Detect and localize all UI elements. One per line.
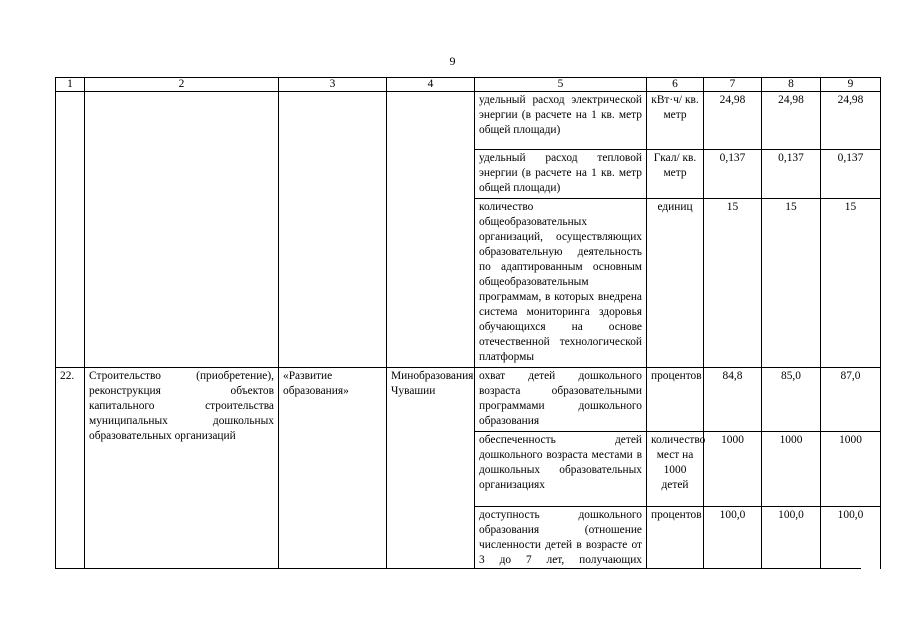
value-cell: 24,98: [821, 92, 881, 150]
table-row: [56, 368, 881, 432]
value-cell: 100,0: [762, 507, 821, 597]
indicators-table: [55, 77, 881, 597]
indicator-cell: доступность дошкольного образования (отношение численности детей в возрасте от 3 до 7 лет, получающих: [475, 507, 647, 597]
item-ministry: Минобразования Чувашии: [387, 368, 475, 597]
unit-cell: процентов: [647, 507, 704, 597]
item-number: 22.: [56, 368, 85, 597]
value-cell: 15: [704, 199, 762, 368]
value-cell: 0,137: [821, 150, 881, 199]
value-cell: 1000: [762, 432, 821, 507]
value-cell: 85,0: [762, 368, 821, 432]
unit-cell: процентов: [647, 368, 704, 432]
unit-cell: единиц: [647, 199, 704, 368]
item-program: «Развитие образования»: [279, 368, 387, 597]
value-cell: 100,0: [704, 507, 762, 597]
empty-cell: [56, 92, 85, 368]
unit-cell: Гкал/ кв. метр: [647, 150, 704, 199]
table-row: [56, 92, 881, 150]
page-bottom-margin: [0, 569, 905, 640]
value-cell: 87,0: [821, 368, 881, 432]
value-cell: 0,137: [762, 150, 821, 199]
value-cell: 15: [762, 199, 821, 368]
table-header-row: [56, 78, 881, 92]
header-cell: 2: [85, 78, 279, 92]
empty-cell: [85, 92, 279, 368]
header-cell: 8: [762, 78, 821, 92]
empty-cell: [387, 92, 475, 368]
header-cell: 1: [56, 78, 85, 92]
value-cell: 0,137: [704, 150, 762, 199]
empty-cell: [279, 92, 387, 368]
value-cell: 100,0: [821, 507, 881, 597]
indicator-cell: охват детей дошкольного возраста образовательными программами дошкольного образования: [475, 368, 647, 432]
header-cell: 3: [279, 78, 387, 92]
page-number: 9: [449, 54, 456, 68]
indicator-cell: удельный расход электрической энергии (в расчете на 1 кв. метр общей площади): [475, 92, 647, 150]
unit-cell: количество мест на 1000 детей: [647, 432, 704, 507]
header-cell: 6: [647, 78, 704, 92]
unit-cell: кВт·ч/ кв. метр: [647, 92, 704, 150]
item-name: Строительство (приобретение), реконструкция объектов капитального строительства муниципальных дошкольных образовательных организаций: [85, 368, 279, 597]
indicator-cell: обеспеченность детей дошкольного возраста местами в дошкольных образовательных организациях: [475, 432, 647, 507]
indicator-cell: количество общеобразовательных организаций, осуществляющих образовательную деятельность по адаптированным основным общеобразовательным программам, в которых внедрена система мониторинга здоровья обучающихся на основе отечественной технологической платформы: [475, 199, 647, 368]
value-cell: 84,8: [704, 368, 762, 432]
value-cell: 24,98: [762, 92, 821, 150]
value-cell: 1000: [821, 432, 881, 507]
value-cell: 15: [821, 199, 881, 368]
header-cell: 5: [475, 78, 647, 92]
header-cell: 4: [387, 78, 475, 92]
value-cell: 1000: [704, 432, 762, 507]
value-cell: 24,98: [704, 92, 762, 150]
header-cell: 7: [704, 78, 762, 92]
table-bottom-border: [55, 568, 861, 569]
indicator-cell: удельный расход тепловой энергии (в расчете на 1 кв. метр общей площади): [475, 150, 647, 199]
header-cell: 9: [821, 78, 881, 92]
